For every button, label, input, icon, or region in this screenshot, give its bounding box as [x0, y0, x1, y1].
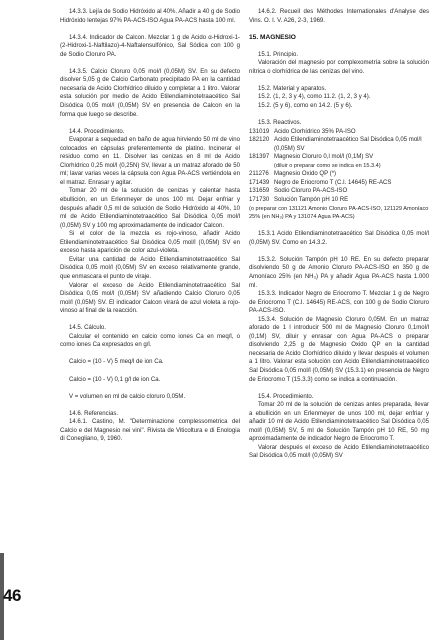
page-number: 46: [3, 586, 21, 605]
reference-14-6-1: 14.6.1. Castino, M. "Determinazione complessometrica del Calcio e del Magnesio nei vini". Rivista de Viticoltura e di Enologia di Conegliano, 9, 1960.: [60, 419, 240, 443]
reagent-code: 171439: [249, 179, 270, 186]
para-15-4-a: Tomar 20 ml de la solución de cenizas antes preparada, llevar a ebullición en un Erlenmeyer de unos 100 ml, dejar enfriar y añadir 10 ml de Acido Etilendiaminotetraacético Sal Disódica 0,05 mol/l (0,05M) SV, 5 ml de Solución Tampón pH 10 RE, 50 mg aproximadamente de indicador Negro de Eriocromo T.: [249, 402, 429, 443]
para-14-4-d: Evitar una cantidad de Acido Etilendiaminotetraacético Sal Disódica 0,05 mol/l (0,05M) SV en exceso relativamente grande, que enmascara el punto de viraje.: [60, 256, 240, 280]
line-15-2-a: 15.2. (1, 2, 3 y 4), como 11.2. (1, 2, 3 y 4).: [258, 94, 371, 101]
heading-15-1: 15.1. Principio.: [258, 51, 298, 58]
reagent-code: 131019: [249, 128, 270, 135]
reagent-name: Acido Etilendiaminotetraacético Sal Disódica 0,05 mol/l (0,05M) SV: [274, 137, 422, 152]
right-column: [249, 8, 429, 461]
equation-meq: Calcio = (10 - V) 5 meq/l de ion Ca.: [69, 359, 164, 366]
para-14-4-b: Tomar 20 ml de la solución de cenizas y calentar hasta ebullición, en un Erlenmeyer de unos 100 ml. Dejar enfriar y después añadir 0,5 ml de solución de Sodio Hidróxido al 40%, 10 ml de Acido Etilendiaminotetraacético Sal Disódica 0,05 mol/l (0,05M) SV y 100 mg aproximadamente de indicador Calcon.: [60, 188, 240, 229]
left-column: [60, 8, 240, 444]
para-15-4-b: Valorar después el exceso de Acido Etilendiaminotetraacético Sal Disódica 0,05 mol/l (0,05M) SV: [249, 444, 429, 460]
heading-15-4: 15.4. Procedimiento.: [258, 393, 314, 400]
reagent-list: [249, 128, 429, 205]
heading-14-6: 14.6. Referencias.: [69, 410, 119, 417]
reference-14-6-2: 14.6.2. Recueil des Méthodes Internationales d'Analyse des Vins. O. I. V. A26, 2-3, 1969.: [249, 9, 429, 24]
reagent-name: Acido Clorhídrico 35% PA-ISO: [274, 128, 356, 135]
reagent-name: Sodio Cloruro PA-ACS-ISO: [274, 188, 348, 195]
reagent-name: Magnesio Cloruro 0,l mol/l (0,1M) SV: [274, 154, 374, 161]
heading-14-5: 14.5. Cálculo.: [69, 325, 106, 332]
reagent-name: Solución Tampón pH 10 RE: [274, 197, 349, 204]
reagent-code: 131659: [249, 188, 270, 195]
para-15-3-4: 15.3.4. Solución de Magnesio Cloruro 0,05M. En un matraz aforado de 1 l introducir 500 ml de Magnesio Cloruro 0,1mol/l (0,1M) SV, diluir y enrasar con Agua PA-ACS o preparar disolviendo 2,25 g de Magnesio Oxido QP en la cantidad necesaria de Acido Clorhídrico diluido y llevar después el volumen a 1 litro. Valorar esta solución con Acido Etilendiaminotetraacético Sal Disódica 0,05 mol/l (0,05M) SV (15.3.1) en presencia de Negro de Eriocromo T (15.3.3) como se indica a continuación.: [249, 316, 429, 383]
para-15-3-3: 15.3.3. Indicador Negro de Eriocromo T. Mezclar 1 g de Negro de Eriocromo T (C.I. 14645) RE-ACS, con 100 g de Sodio Cloruro PA-ACS-ISO.: [249, 291, 429, 315]
para-15-3-2: 15.3.2. Solución Tampón pH 10 RE. En su defecto preparar disolviendo 50 g de Amonio Cloruro PA-ACS-ISO en 350 g de Amoníaco 25% (en NH₃) PA y añadir Agua PA-ACS hasta 1.000 ml.: [249, 256, 429, 289]
heading-15-2: 15.2. Material y aparatos.: [258, 85, 327, 92]
reagent-name: Magnesio Oxido QP (*): [274, 171, 337, 178]
para-15-1: Valoración del magnesio por complexometría sobre la solución nítrica o clorhídrica de las cenizas del vino.: [249, 60, 429, 75]
reagent-note: (diluir o preparar como se indica en 15.3.4): [274, 162, 381, 169]
reagent-buffer-note: (o preparar con 131121 Amonio Cloruro PA-ACS-ISO, 121129 Amoníaco 25% (en NH₃) PA y 131074 Agua PA-ACS): [249, 205, 429, 221]
reagent-code: 182120: [249, 137, 270, 144]
section-heading-magnesio: 15. MAGNESIO: [249, 33, 296, 41]
equation-gl: Calcio = (10 - V) 0,1 g/l de ion Ca.: [69, 376, 161, 383]
reagent-code: 171730: [249, 197, 270, 204]
para-14-4-a: Evaporar a sequedad en baño de agua hirviendo 50 ml de vino colocados en cápsulas preferentemente de platino. Incinerar el residuo como en 11. Disolver las cenizas en 8 ml de Acido Clorhídrico 0,25 mol/l (0,25N) SV, llevar a un matraz aforado de 50 ml; lavar varias veces la cápsula con Agua PA-ACS vertiéndola en el matraz. Enrasar y agitar.: [60, 137, 240, 186]
para-14-4-e: Valorar el exceso de Acido Etilendiaminotetraacético Sal Disódica 0,05 mol/l (0,05M) SV añadiendo Calcio Cloruro 0,05 mol/l (0,05M) SV. El indicador Calcon virará de azul violeta a rojo-vinoso al final de la reacción.: [60, 282, 240, 315]
reagent-code: 211276: [249, 171, 269, 178]
reagent-name: Negro de Eriocromo T (C.I. 14645) RE-ACS: [274, 179, 392, 186]
para-14-3-5: 14.3.5. Calcio Cloruro 0,05 mol/l (0,05M) SV. En su defecto disolver 5,05 g de Calcio Carbonato precipitado PA en la cantidad necesaria de Acido Clorhídrico diluido y completar a 1 litro. Valorar esta solución por medio de Acido Etilendiaminotetraacético Sal Disódica 0,05 mol/l (0,05M) SV en presencia de Calcon en la forma que luego se describe.: [60, 68, 240, 118]
reagent-code: 181397: [249, 154, 270, 161]
para-14-4-c: Si el color de la mezcla es rojo-vinoso, añadir Acido Etilendiaminotetraacético Sal Disódica 0,05 mol/l (0,05M) SV en exceso hasta aparición de color azul-violeta.: [60, 231, 240, 255]
line-15-2-b: 15.2. (5 y 6), como en 14.2. (5 y 6).: [258, 103, 353, 110]
heading-15-3: 15.3. Reactivos.: [258, 120, 302, 127]
equation-legend: V = volumen en ml de calcio cloruro 0,05M.: [69, 393, 186, 400]
para-15-3-1: 15.3.1 Acido Etilendiaminotetraacético Sal Disódica 0,05 mol/l (0,05M) SV. Como en 14.3.2.: [249, 231, 429, 246]
para-14-3-4: 14.3.4. Indicador de Calcon. Mezclar 1 g de Acido α-Hidroxi-1-(2-Hidroxi-1-Naftilazo)-4-Naftalensulfónico, Sal Sódica con 100 g de Sodio Cloruro PA.: [60, 34, 240, 58]
para-14-3-3: 14.3.3. Lejía de Sodio Hidróxido al 40%. Añadir a 40 g de Sodio Hidróxido lentejas 97% PA-ACS-ISO Agua PA-ACS hasta 100 ml.: [60, 9, 240, 24]
heading-14-4: 14.4. Procedimiento.: [69, 128, 125, 135]
para-14-5: Calcular el contenido en calcio como iones Ca en meq/l, o como iones Ca expresados en g/l.: [60, 333, 240, 349]
